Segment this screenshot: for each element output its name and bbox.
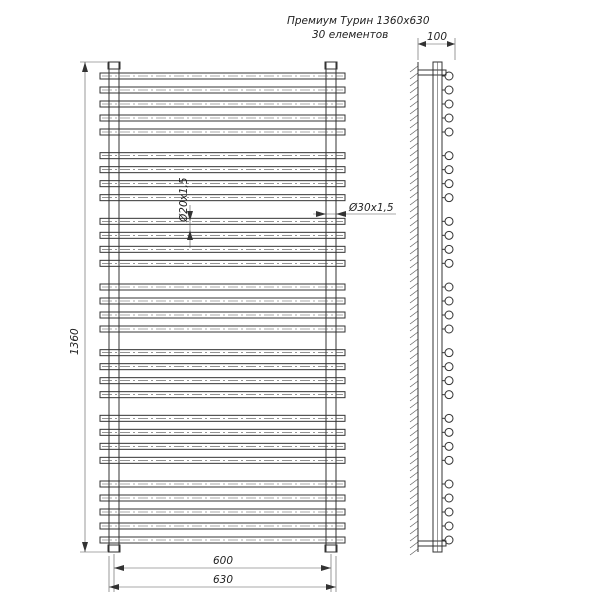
- rail-end-13: [445, 259, 453, 267]
- hatch-line: [410, 290, 418, 296]
- rail-end-1: [445, 72, 453, 80]
- rail-end-8: [445, 180, 453, 188]
- rail-end-26: [445, 480, 453, 488]
- hatch-line: [410, 297, 418, 303]
- depth-dimension: [418, 31, 455, 60]
- hatch-line: [410, 437, 418, 443]
- hatch-line: [410, 402, 418, 408]
- title-line-1: Премиум Турин 1360х630: [287, 15, 430, 27]
- hatch-line: [410, 213, 418, 219]
- hatch-line: [410, 255, 418, 261]
- rail-end-16: [445, 311, 453, 319]
- hatch-line: [410, 472, 418, 478]
- rail-end-27: [445, 494, 453, 502]
- rail-end-23: [445, 428, 453, 436]
- hatch-line: [410, 367, 418, 373]
- rail-end-17: [445, 325, 453, 333]
- rail-end-28: [445, 508, 453, 516]
- rail-end-18: [445, 349, 453, 357]
- bar-diameter-label: Ø20х1,5: [178, 177, 190, 222]
- hatch-line: [410, 423, 418, 429]
- hatch-line: [410, 444, 418, 450]
- hatch-line: [410, 465, 418, 471]
- rail-end-9: [445, 194, 453, 202]
- rail-end-2: [445, 86, 453, 94]
- hatch-line: [410, 136, 418, 142]
- hatch-line: [410, 507, 418, 513]
- bar-diameter-callout: [178, 177, 193, 248]
- hatch-line: [410, 227, 418, 233]
- rail-end-29: [445, 522, 453, 530]
- front-rails: [100, 73, 345, 543]
- hatch-line: [410, 150, 418, 156]
- hatch-line: [410, 409, 418, 415]
- hatch-line: [410, 388, 418, 394]
- hatch-line: [410, 241, 418, 247]
- side-view: [410, 62, 453, 555]
- rail-end-22: [445, 414, 453, 422]
- rail-end-5: [445, 128, 453, 136]
- hatch-line: [410, 353, 418, 359]
- hatch-line: [410, 206, 418, 212]
- hatch-line: [410, 276, 418, 282]
- hatch-line: [410, 332, 418, 338]
- hatch-line: [410, 458, 418, 464]
- rail-end-19: [445, 363, 453, 371]
- rail-end-14: [445, 283, 453, 291]
- hatch-line: [410, 248, 418, 254]
- rail-end-4: [445, 114, 453, 122]
- hatch-line: [410, 171, 418, 177]
- hatch-line: [410, 514, 418, 520]
- hatch-line: [410, 143, 418, 149]
- rail-end-30: [445, 536, 453, 544]
- hatch-line: [410, 346, 418, 352]
- title-line-2: 30 елементов: [312, 29, 389, 41]
- rail-end-21: [445, 391, 453, 399]
- hatch-line: [410, 199, 418, 205]
- hatch-line: [410, 535, 418, 541]
- rail-end-20: [445, 377, 453, 385]
- hatch-line: [410, 115, 418, 121]
- rail-end-6: [445, 152, 453, 160]
- hatch-line: [410, 493, 418, 499]
- hatch-line: [410, 157, 418, 163]
- right-post-top-cap: [325, 62, 337, 69]
- hatch-line: [410, 542, 418, 548]
- rail-end-15: [445, 297, 453, 305]
- left-post-top-cap: [108, 62, 120, 69]
- hatch-line: [410, 360, 418, 366]
- hatch-line: [410, 94, 418, 100]
- rail-end-12: [445, 245, 453, 253]
- hatch-line: [410, 479, 418, 485]
- outer-width-label: 630: [213, 574, 234, 586]
- post-diameter-label: Ø30х1,5: [349, 202, 394, 214]
- depth-label: 100: [427, 31, 448, 43]
- hatch-line: [410, 269, 418, 275]
- hatch-line: [410, 381, 418, 387]
- hatch-line: [410, 486, 418, 492]
- hatch-line: [410, 451, 418, 457]
- rail-end-3: [445, 100, 453, 108]
- side-rails: [442, 72, 453, 544]
- width-dimensions: [109, 554, 336, 592]
- hatch-line: [410, 395, 418, 401]
- rail-end-7: [445, 166, 453, 174]
- left-post-bottom-cap: [108, 545, 120, 552]
- height-label: 1360: [69, 328, 81, 355]
- right-post-bottom-cap: [325, 545, 337, 552]
- hatch-line: [410, 521, 418, 527]
- hatch-line: [410, 101, 418, 107]
- hatch-line: [410, 73, 418, 79]
- hatch-line: [410, 262, 418, 268]
- rail-end-24: [445, 442, 453, 450]
- hatch-line: [410, 304, 418, 310]
- hatch-line: [410, 318, 418, 324]
- hatch-line: [410, 87, 418, 93]
- hatch-line: [410, 192, 418, 198]
- rail-end-11: [445, 231, 453, 239]
- hatch-line: [410, 500, 418, 506]
- wall-hatching: [410, 66, 418, 555]
- hatch-line: [410, 416, 418, 422]
- hatch-line: [410, 430, 418, 436]
- hatch-line: [410, 283, 418, 289]
- hatch-line: [410, 178, 418, 184]
- hatch-line: [410, 80, 418, 86]
- hatch-line: [410, 528, 418, 534]
- inner-width-label: 600: [213, 555, 234, 567]
- hatch-line: [410, 339, 418, 345]
- hatch-line: [410, 311, 418, 317]
- hatch-line: [410, 325, 418, 331]
- post-diameter-callout: [313, 202, 396, 217]
- hatch-line: [410, 66, 418, 72]
- rail-end-25: [445, 456, 453, 464]
- hatch-line: [410, 108, 418, 114]
- hatch-line: [410, 185, 418, 191]
- hatch-line: [410, 220, 418, 226]
- rail-end-10: [445, 217, 453, 225]
- hatch-line: [410, 549, 418, 555]
- hatch-line: [410, 164, 418, 170]
- hatch-line: [410, 374, 418, 380]
- hatch-line: [410, 122, 418, 128]
- front-view: [100, 62, 345, 552]
- hatch-line: [410, 234, 418, 240]
- hatch-line: [410, 129, 418, 135]
